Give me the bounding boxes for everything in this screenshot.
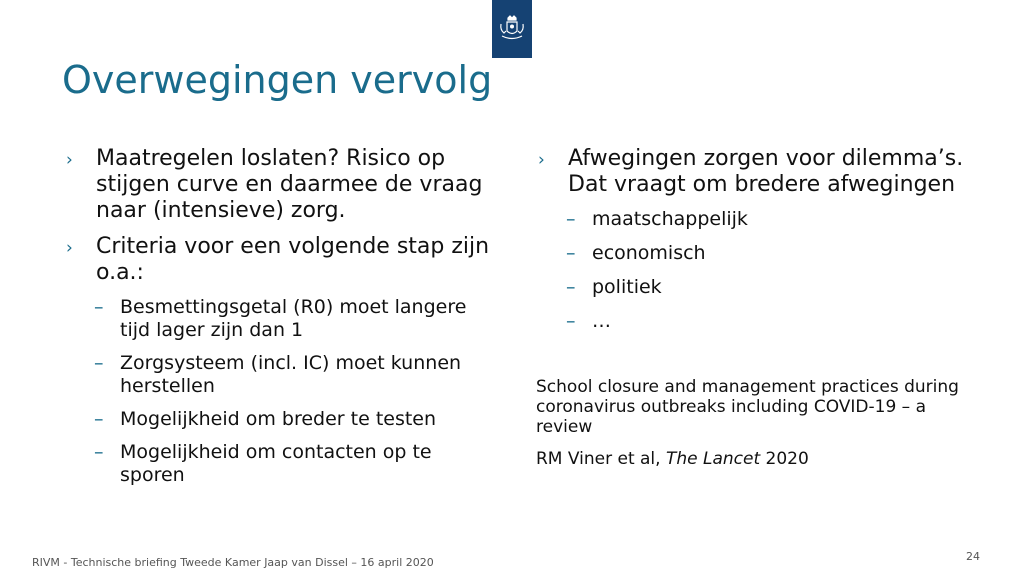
government-logo bbox=[492, 0, 532, 58]
reference-journal: The Lancet bbox=[665, 449, 761, 469]
sub-bullet-item bbox=[94, 296, 494, 342]
reference-citation bbox=[536, 449, 976, 469]
bullet-text: Afwegingen zorgen voor dilemma’s. Dat vraagt om bredere afwegingen bbox=[568, 146, 964, 197]
reference-authors: RM Viner et al, bbox=[536, 449, 661, 469]
sub-bullet-text: Mogelijkheid om breder te testen bbox=[120, 408, 437, 430]
right-column bbox=[536, 146, 976, 469]
sub-bullet-list bbox=[536, 208, 976, 333]
page-number: 24 bbox=[966, 550, 980, 563]
dash-icon: – bbox=[566, 208, 576, 230]
bullet-item bbox=[64, 146, 494, 224]
chevron-right-icon: › bbox=[66, 238, 73, 258]
dash-icon: – bbox=[566, 242, 576, 264]
sub-bullet-item bbox=[94, 408, 494, 431]
sub-bullet-text: maatschappelijk bbox=[592, 208, 748, 230]
sub-bullet-item bbox=[566, 310, 976, 333]
sub-bullet-item bbox=[566, 208, 976, 231]
dash-icon: – bbox=[94, 441, 104, 463]
sub-bullet-text: economisch bbox=[592, 242, 706, 264]
bullet-item bbox=[64, 234, 494, 286]
dash-icon: – bbox=[94, 408, 104, 430]
sub-bullet-item bbox=[566, 242, 976, 265]
bullet-text: Criteria voor een volgende stap zijn o.a.: bbox=[96, 234, 490, 285]
sub-bullet-text: Mogelijkheid om contacten op te sporen bbox=[120, 441, 432, 486]
dash-icon: – bbox=[566, 276, 576, 298]
sub-bullet-item bbox=[94, 352, 494, 398]
dash-icon: – bbox=[566, 310, 576, 332]
dash-icon: – bbox=[94, 352, 104, 374]
sub-bullet-text: Zorgsysteem (incl. IC) moet kunnen herstellen bbox=[120, 352, 462, 397]
bullet-item bbox=[536, 146, 976, 198]
sub-bullet-text: Besmettingsgetal (R0) moet langere tijd lager zijn dan 1 bbox=[120, 296, 467, 341]
chevron-right-icon: › bbox=[66, 150, 73, 170]
reference-title: School closure and management practices during coronavirus outbreaks including COVID-19 – a review bbox=[536, 377, 959, 437]
sub-bullet-item bbox=[94, 441, 494, 487]
sub-bullet-text: … bbox=[592, 310, 611, 332]
sub-bullet-item bbox=[566, 276, 976, 299]
slide-title: Overwegingen vervolg bbox=[62, 58, 493, 102]
chevron-right-icon: › bbox=[538, 150, 545, 170]
sub-bullet-text: politiek bbox=[592, 276, 662, 298]
bullet-text: Maatregelen loslaten? Risico op stijgen curve en daarmee de vraag naar (intensieve) zorg. bbox=[96, 146, 483, 223]
footer-text: RIVM - Technische briefing Tweede Kamer Jaap van Dissel – 16 april 2020 bbox=[32, 556, 434, 569]
dash-icon: – bbox=[94, 296, 104, 318]
reference-year: 2020 bbox=[765, 449, 809, 469]
coat-of-arms-icon bbox=[498, 14, 526, 44]
left-column bbox=[64, 146, 494, 497]
